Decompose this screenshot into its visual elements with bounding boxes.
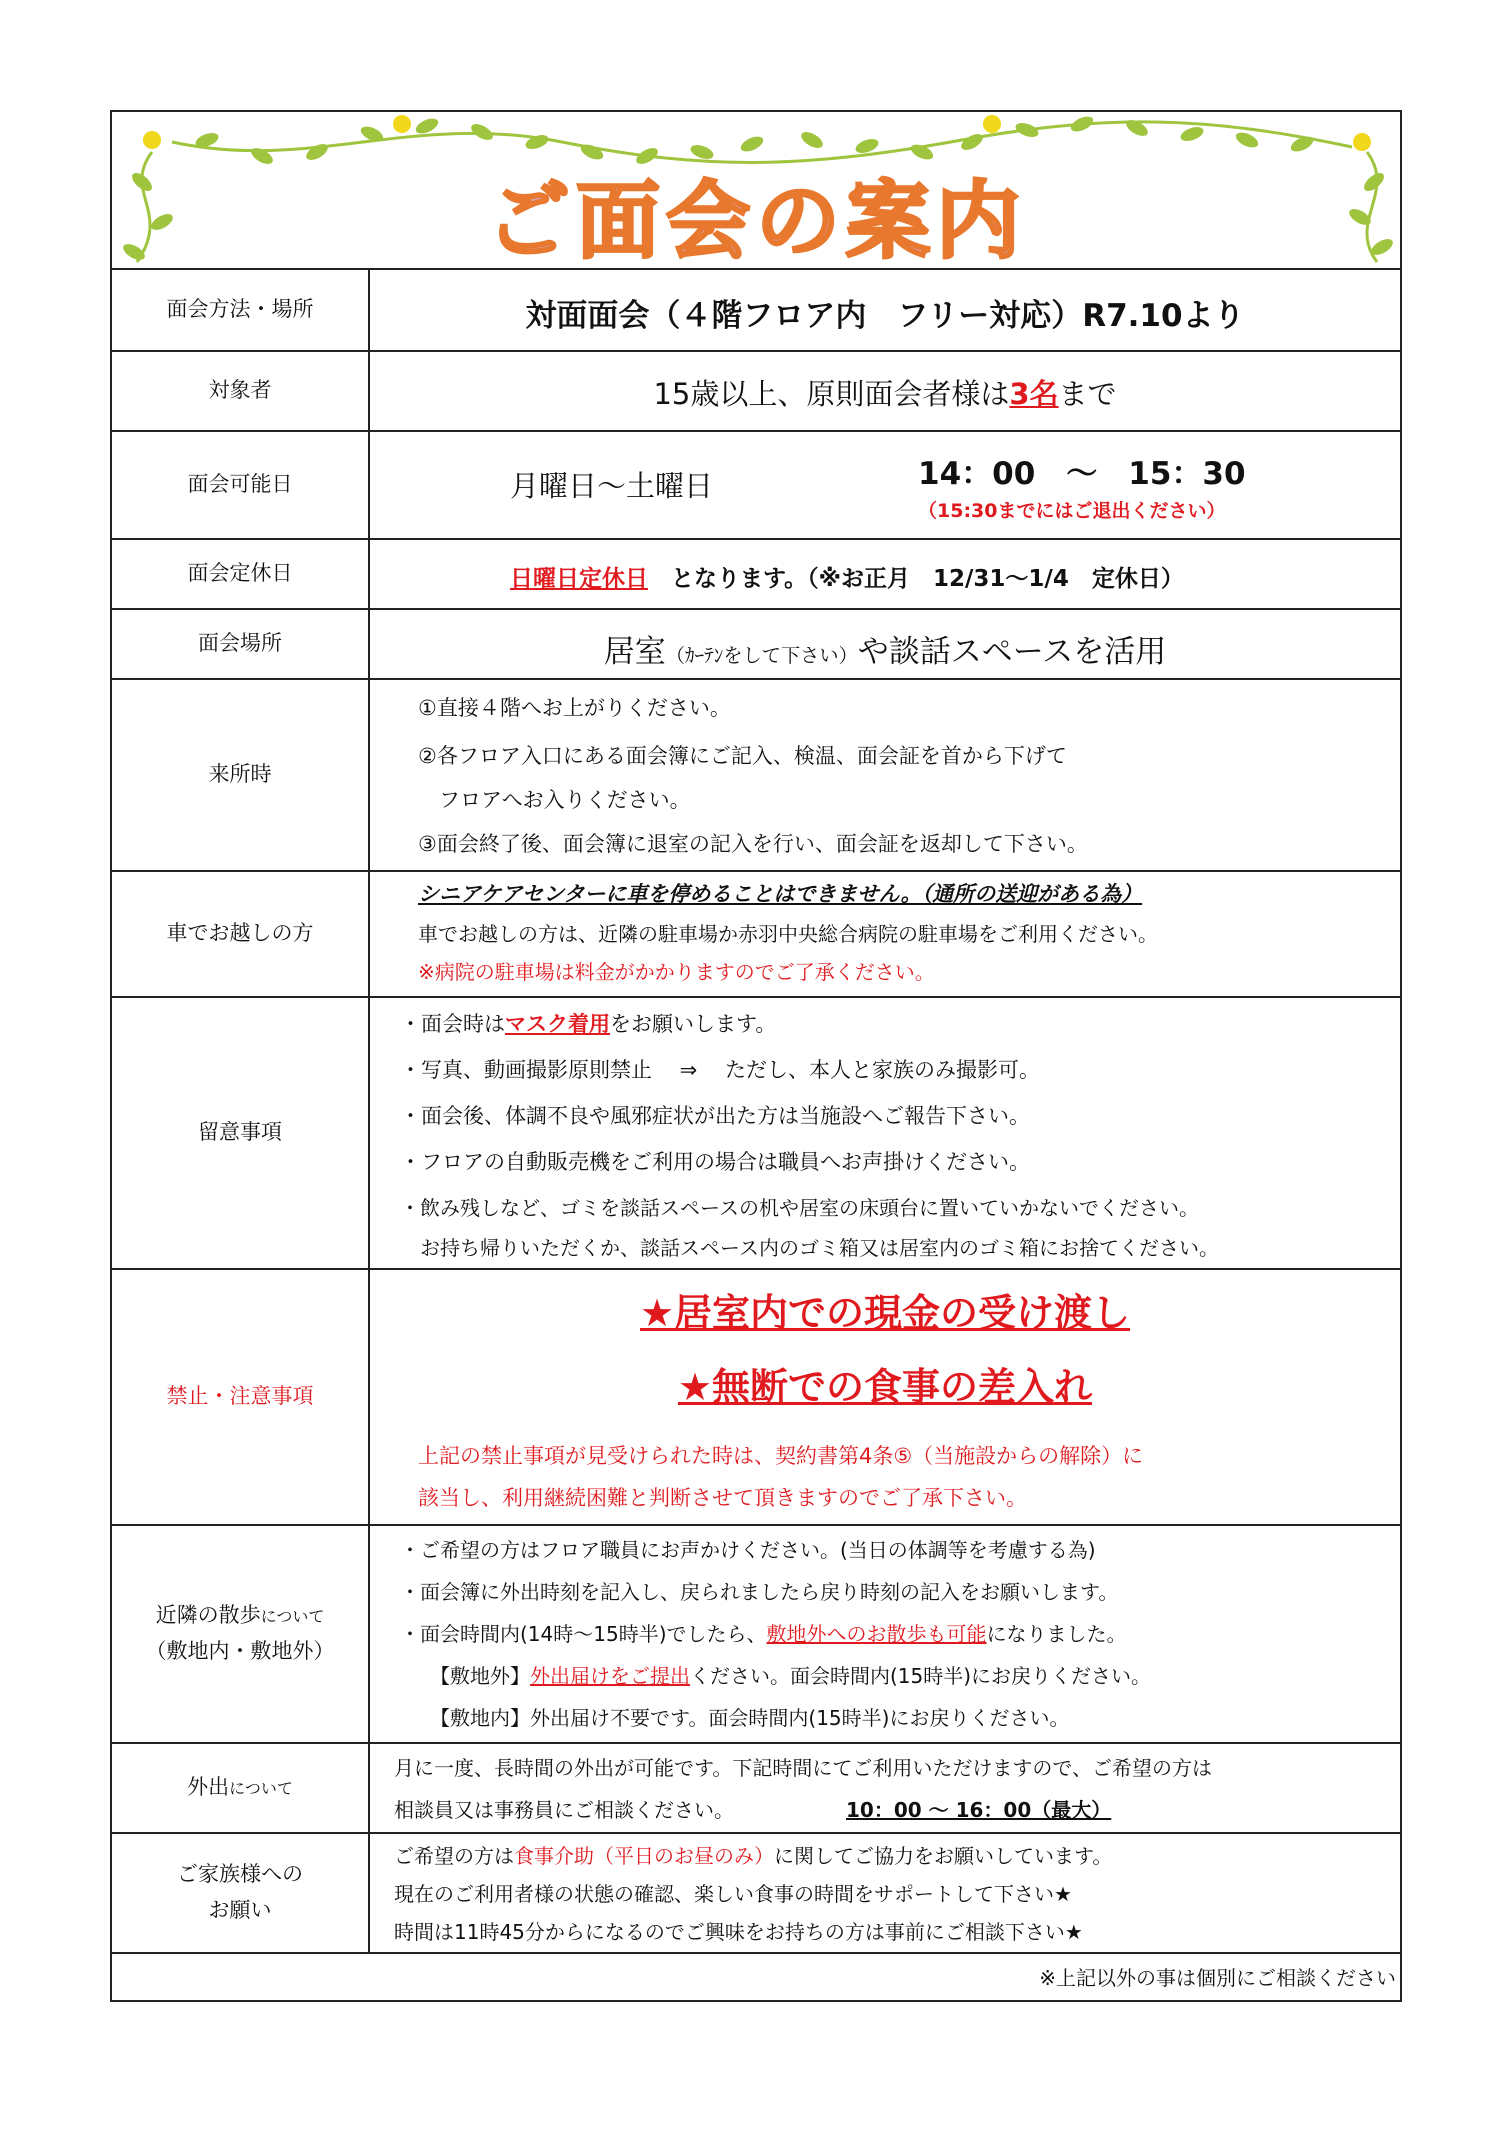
text-span: や談話スペースを活用	[857, 634, 1167, 670]
text-span: に関してご協力をお願いしています。	[774, 1844, 1113, 1868]
row-prohibited	[112, 1270, 1400, 1526]
outing-label-small: について	[229, 1779, 293, 1799]
prohibited-line2: 該当し、利用継続困難と判断させて頂きますのでご了承下さい。	[418, 1486, 1027, 1510]
content-days	[370, 432, 1400, 538]
family-label-line1: ご家族様への	[177, 1862, 303, 1887]
label-days: 面会可能日	[112, 432, 370, 538]
arrival-line: ③面会終了後、面会簿に退室の記入を行い、面会証を返却して下さい。	[418, 832, 1088, 856]
method-value: 対面面会（４階フロア内 フリー対応）R7.10より	[525, 298, 1245, 334]
walk-label-main: 近隣の散歩	[155, 1603, 261, 1628]
content-place	[370, 610, 1400, 678]
footer-note: ※上記以外の事は個別にご相談ください	[1039, 1966, 1396, 1990]
content-method	[370, 270, 1400, 350]
row-footer	[112, 1954, 1400, 2000]
content-outing	[370, 1744, 1400, 1832]
walk-label-main-line	[156, 1598, 325, 1634]
row-car	[112, 872, 1400, 998]
text-span: ・飲み残しなど、ゴミを談話スペースの机や居室の床頭台に置いていかないでください。	[400, 1196, 1199, 1220]
row-method	[112, 270, 1400, 352]
walk-label-small: について	[260, 1607, 325, 1627]
car-heading: シニアケアセンターに車を停めることはできません。（通所の送迎がある為）	[418, 882, 1143, 906]
content-notes	[370, 998, 1400, 1268]
row-target	[112, 352, 1400, 432]
row-place	[112, 610, 1400, 680]
target-value	[370, 372, 1400, 413]
outing-label-main: 外出	[187, 1775, 230, 1800]
outing-label-line	[187, 1770, 293, 1806]
family-line	[394, 1878, 1072, 1907]
walk-label-sub: （敷地内・敷地外）	[145, 1639, 335, 1663]
arrival-line: フロアへお入りください。	[418, 788, 691, 812]
text-span: 居室	[603, 634, 666, 670]
label-outing	[112, 1744, 370, 1832]
text-span: 【敷地内】外出届け不要です。面会時間内(15時半)にお戻りください。	[400, 1706, 1070, 1730]
label-method: 面会方法・場所	[112, 270, 370, 350]
content-walk	[370, 1526, 1400, 1742]
label-prohibited: 禁止・注意事項	[112, 1270, 370, 1524]
days-note: （15:30までにはご退出ください）	[918, 500, 1226, 522]
notice-sheet	[110, 110, 1402, 2002]
content-car	[370, 872, 1400, 996]
label-walk	[112, 1526, 370, 1742]
flower-icon	[1353, 133, 1371, 151]
content-closed	[370, 540, 1400, 608]
text-span: ・面会後、体調不良や風邪症状が出た方は当施設へご報告下さい。	[400, 1104, 1030, 1128]
family-label-line2: お願い	[208, 1898, 272, 1922]
leaf-icon	[1234, 129, 1261, 150]
place-value	[370, 626, 1400, 671]
notes-line	[400, 1054, 1040, 1084]
row-days	[112, 432, 1400, 540]
label-place: 面会場所	[112, 610, 370, 678]
notes-line	[400, 1100, 1030, 1130]
row-outing	[112, 1744, 1400, 1834]
text-span: ・フロアの自動販売機をご利用の場合は職員へお声掛けください。	[400, 1150, 1030, 1174]
notes-line	[400, 1192, 1199, 1221]
text-span: をお願いします。	[610, 1012, 777, 1036]
text-span: 日曜日定休日	[510, 566, 648, 592]
family-line	[394, 1840, 1112, 1869]
content-family	[370, 1834, 1400, 1952]
arrival-line: ②各フロア入口にある面会簿にご記入、検温、面会証を首から下げて	[418, 744, 1067, 768]
row-arrival	[112, 680, 1400, 872]
outing-line2: 相談員又は事務員にご相談ください。	[394, 1798, 734, 1822]
header	[112, 112, 1400, 270]
label-car: 車でお越しの方	[112, 872, 370, 996]
text-span: お持ち帰りいただくか、談話スペース内のゴミ箱又は居室内のゴミ箱にお捨てください。	[400, 1236, 1219, 1260]
text-span: ください。面会時間内(15時半)にお戻りください。	[690, 1664, 1152, 1688]
text-span: になりました。	[986, 1622, 1127, 1646]
car-line1: 車でお越しの方は、近隣の駐車場か赤羽中央総合病院の駐車場をご利用ください。	[418, 922, 1158, 946]
text-span: 敷地外へのお散歩も可能	[766, 1622, 987, 1646]
text-span: 【敷地外】	[400, 1664, 530, 1688]
text-span: 現在のご利用者様の状態の確認、楽しい食事の時間をサポートして下さい★	[394, 1882, 1072, 1906]
flower-icon	[143, 131, 161, 149]
text-span: ・ご希望の方はフロア職員にお声かけください。(当日の体調等を考慮する為)	[400, 1538, 1096, 1562]
prohibited-item-2: ★無断での食事の差入れ	[677, 1365, 1093, 1409]
leaf-icon	[1014, 120, 1041, 139]
walk-line	[400, 1534, 1096, 1563]
arrival-line: ①直接４階へお上がりください。	[418, 696, 731, 720]
walk-line	[400, 1702, 1069, 1731]
flower-icon	[983, 115, 1001, 133]
label-arrival: 来所時	[112, 680, 370, 870]
page-title: ご面会の案内	[485, 172, 1026, 270]
content-arrival	[370, 680, 1400, 870]
leaf-icon	[1124, 117, 1151, 139]
prohibited-line1: 上記の禁止事項が見受けられた時は、契約書第4条⑤（当施設からの解除）に	[418, 1444, 1144, 1468]
leaf-icon	[1179, 124, 1206, 143]
label-family	[112, 1834, 370, 1952]
outing-time: 10：00 ～ 16：00（最大）	[846, 1798, 1112, 1822]
text-span: 3名	[1009, 377, 1059, 411]
label-notes: 留意事項	[112, 998, 370, 1268]
leaf-icon	[1069, 113, 1096, 134]
row-notes	[112, 998, 1400, 1270]
notes-line	[400, 1232, 1219, 1261]
text-span: ・面会時間内(14時～15時半)でしたら、	[400, 1622, 767, 1646]
leaf-icon	[799, 129, 826, 151]
row-closed	[112, 540, 1400, 610]
text-span: ・面会時は	[400, 1012, 505, 1036]
flower-icon	[393, 115, 411, 133]
days-time: 14：00 ～ 15：30	[918, 456, 1246, 492]
walk-line	[400, 1660, 1151, 1689]
text-span: （ｶｰﾃﾝをして下さい）	[665, 644, 858, 667]
walk-line	[400, 1576, 1118, 1605]
closed-value	[510, 560, 1184, 593]
family-line	[394, 1916, 1083, 1945]
text-span: ・写真、動画撮影原則禁止 ⇒ ただし、本人と家族のみ撮影可。	[400, 1058, 1040, 1082]
row-walk	[112, 1526, 1400, 1744]
walk-line	[400, 1618, 1127, 1647]
text-span: 外出届けをご提出	[530, 1664, 690, 1688]
text-span: ・面会簿に外出時刻を記入し、戻られましたら戻り時刻の記入をお願いします。	[400, 1580, 1119, 1604]
text-span: となります。（※お正月 12/31～1/4 定休日）	[648, 566, 1184, 592]
text-span: マスク着用	[505, 1012, 610, 1036]
text-span: ご希望の方は	[394, 1844, 514, 1868]
text-span: 時間は11時45分からになるのでご興味をお持ちの方は事前にご相談下さい★	[394, 1920, 1083, 1944]
text-span: 15歳以上、原則面会者様は	[653, 377, 1010, 411]
text-span: まで	[1058, 377, 1117, 411]
row-family	[112, 1834, 1400, 1954]
text-span: 食事介助（平日のお昼のみ）	[514, 1844, 774, 1868]
notes-line	[400, 1146, 1030, 1176]
content-prohibited	[370, 1270, 1400, 1524]
leaf-icon	[959, 131, 986, 153]
content-target	[370, 352, 1400, 430]
leaf-icon	[739, 133, 766, 154]
label-target: 対象者	[112, 352, 370, 430]
prohibited-item-1: ★居室内での現金の受け渡し	[639, 1291, 1131, 1335]
days-range: 月曜日～土曜日	[510, 469, 714, 503]
outing-line1: 月に一度、長時間の外出が可能です。下記時間にてご利用いただけますので、ご希望の方は	[394, 1756, 1212, 1780]
label-closed: 面会定休日	[112, 540, 370, 608]
notes-line	[400, 1008, 776, 1038]
car-line2: ※病院の駐車場は料金がかかりますのでご了承ください。	[418, 960, 935, 984]
